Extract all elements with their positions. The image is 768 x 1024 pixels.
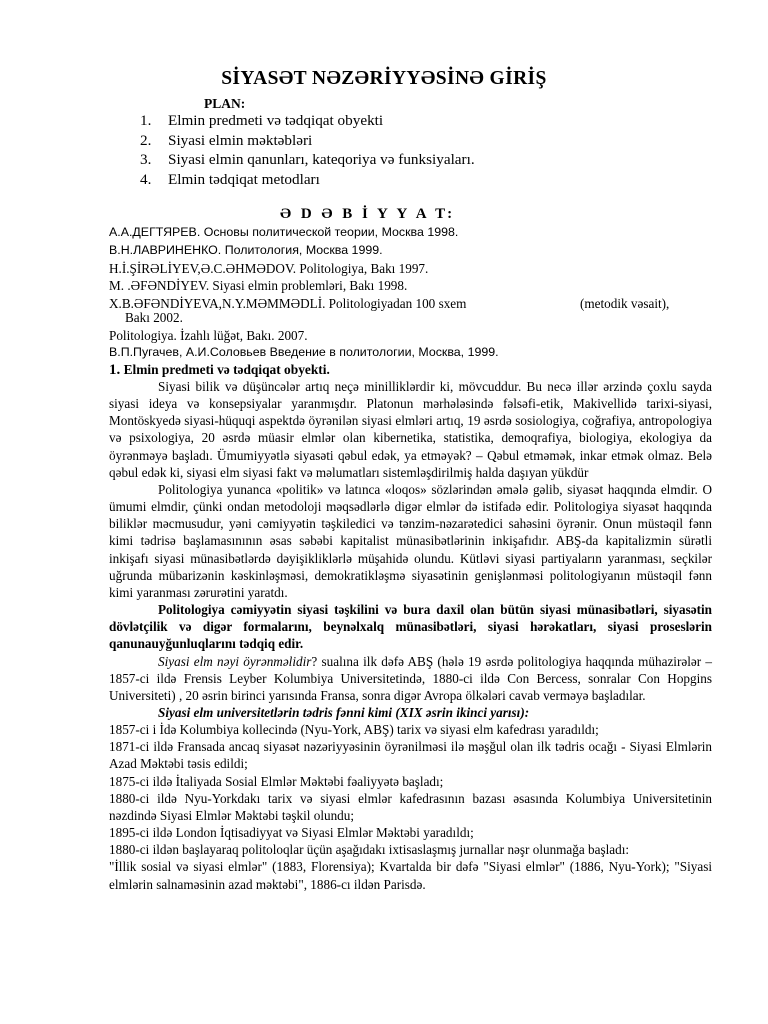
document-title: SİYASƏT NƏZƏRİYYƏSİNƏ GİRİŞ <box>221 68 547 89</box>
section-number: 1. <box>109 362 121 378</box>
history-item: 1871-ci ildə Fransada ancaq siyasət nəzəriyyəsinin öyrənilməsi ilə məşğul olan ilk tədris ocağı - Siyasi Elmlərin Azad Məktəbi təsis edildi; <box>109 739 712 772</box>
plan-item <box>140 170 475 190</box>
section-heading <box>109 362 330 379</box>
paragraph-bold: Politologiya cəmiyyətin siyasi təşkilini və bura daxil olan bütün siyasi münasibətləri, siyasətin dövlətçilik və digər formalarını, beynəlxalq münasibətləri, siyasi hərəkatları, siyasi proseslərin qanunauyğunluqlarını tədqiq edir. <box>109 602 712 652</box>
plan-item <box>140 111 475 131</box>
italic-question: Siyasi elm nəyi öyrənməlidir <box>158 653 312 669</box>
body-text <box>109 378 712 893</box>
plan-item-number: 4. <box>140 170 152 188</box>
literature-entry: В.П.Пугачев, А.И.Соловьев Введение в политологии, Москва, 1999. <box>109 345 499 359</box>
history-item: 1880-ci ildə Nyu-Yorkdakı tarix və siyasi elmlər kafedrasının bazası əsasında Kolumbiya Universitetinin nəzdində Siyasi Elmlər Məktəbi təşkil olundu; <box>109 790 712 823</box>
literature-heading: Ə D Ə B İ Y Y A T: <box>280 206 456 222</box>
plan-list <box>140 111 475 189</box>
plan-item-text: Elmin tədqiqat metodları <box>168 170 320 188</box>
plan-item-number: 3. <box>140 151 152 168</box>
literature-entry: Politologiya. İzahlı lüğət, Bakı. 2007. <box>109 328 308 343</box>
literature-entry: В.Н.ЛАВРИНЕНКО. Политология, Москва 1999. <box>109 243 383 257</box>
history-item: 1895-ci ildə London İqtisadiyyat və Siyasi Elmlər Məktəbi yaradıldı; <box>109 825 474 841</box>
section-title: Elmin predmeti və tədqiqat obyekti. <box>123 362 330 377</box>
literature-entry: А.А.ДЕГТЯРЕВ. Основы политической теории, Москва 1998. <box>109 225 459 239</box>
history-item: 1875-ci ildə İtaliyada Sosial Elmlər Məktəbi fəaliyyətə başladı; <box>109 773 444 789</box>
plan-item-text: Siyasi elmin məktəbləri <box>168 131 313 149</box>
plan-item <box>140 150 475 170</box>
plan-item-number: 1. <box>140 112 152 129</box>
plan-item-number: 2. <box>140 131 152 149</box>
literature-entry: X.B.ƏFƏNDİYEVA,N.Y.MƏMMƏDLİ. Politologiyadan 100 sxem <box>109 296 467 311</box>
plan-item-text: Siyasi elmin qanunları, kateqoriya və funksiyaları. <box>168 151 475 168</box>
paragraph: Siyasi bilik və düşüncələr artıq neçə minilliklərdir ki, mövcuddur. Bu necə illər ərzində çoxlu sayda siyasi ideya və konsepsiyalar yaranmışdır. Platonun mərhələsində fəlsəfi-etik, Makivellidə tarixi-siyasi, Montöskyedə siyasi-hüquqi aspektdə öyrənilən siyasi elmləri artıq, 19 əsrdə sosiologiya, coğrafiya, antropologiya və psixologiya, 20 əsrdə müasir elmlər olan kibernetika, statistika, demoqrafiya, biologiya, ekologiya da öyrənməyə başladı. Ümumiyyətlə siyasəti qəbul edək, ya etməyək? – Qəbul etməmək, inkar etmək olmaz. Belə qəbul edək ki, siyasi elm siyasi fakt və məlumatları sistemləşdirilmiş halda daşıyan yükdür <box>109 379 712 480</box>
plan-item <box>140 131 475 151</box>
history-item: 1880-ci ildən başlayaraq politoloqlar üçün aşağıdakı ixtisaslaşmış jurnallar nəşr olunmağa başladı: <box>109 842 630 858</box>
paragraph: Politologiya yunanca «politik» və latınca «loqos» sözlərindən əmələ gəlib, siyasət haqqında elmdir. O ümumi elmdir, çünki ondan metodoloji məqsədlərlə digər elmlər də istifadə edir. Politologiya siyasət haqqında biliklər məcmusudur, yəni cəmiyyətin təşkiledici və tənzim-nəzarətedici sahəsini öyrənir. Onun müstəqil fənn kimi tədrisə başlamasınının əsas səbəbi kapitalist münasibətlərinin inkişafıdır. ABŞ-da kapitalizmin sürətli inkişafı siyasi münasibətlərdə dəyişikliklərlə müşahidə olundu. Kütləvi siyasi partiyaların yaranması, seçkilər uğrunda mübarizənin kəskinləşməsi, demokratikləşmə siyasətinin genişlənməsi politologiyanın müstəqil fənn kimi yaranması zərurətini yaratdı. <box>109 481 712 600</box>
literature-entry: H.İ.ŞİRƏLİYEV,Ə.C.ƏHMƏDOV. Politologiya, Bakı 1997. <box>109 261 429 276</box>
literature-note: (metodik vəsait), <box>580 296 670 311</box>
paragraph-text: ? sualına ilk dəfə ABŞ (hələ 19 əsrdə politologiya haqqında mühazirələr – 1857-ci ildə Frensis Leyber Kolumbiya Universitetində, 1880-ci ildə Con Bercess, sonralar Con Hopgins Universiteti) , 20 əsrin birinci yarısında Fransa, sonra digər Avropa ölkələri cavab verməyə başladılar. <box>109 653 712 703</box>
history-item: "İllik sosial və siyasi elmlər" (1883, Florensiya); Kvartalda bir dəfə "Siyasi elmlər" (1886, Nyu-York); "Siyasi elmlərin salnaməsinin azad məktəbi", 1886-cı ildən Parisdə. <box>109 859 712 892</box>
paragraph <box>109 653 712 704</box>
plan-label: PLAN: <box>204 96 246 111</box>
literature-entry: M. .ƏFƏNDİYEV. Siyasi elmin problemləri, Bakı 1998. <box>109 278 408 293</box>
plan-item-text: Elmin predmeti və tədqiqat obyekti <box>168 112 384 129</box>
history-item: 1857-ci i İdə Kolumbiya kollecində (Nyu-York, ABŞ) tarix və siyasi elm kafedrası yaradıldı; <box>109 722 599 738</box>
literature-entry: Bakı 2002. <box>125 310 183 325</box>
subheading: Siyasi elm universitetlərin tədris fənni kimi (XIX əsrin ikinci yarısı): <box>158 704 530 720</box>
